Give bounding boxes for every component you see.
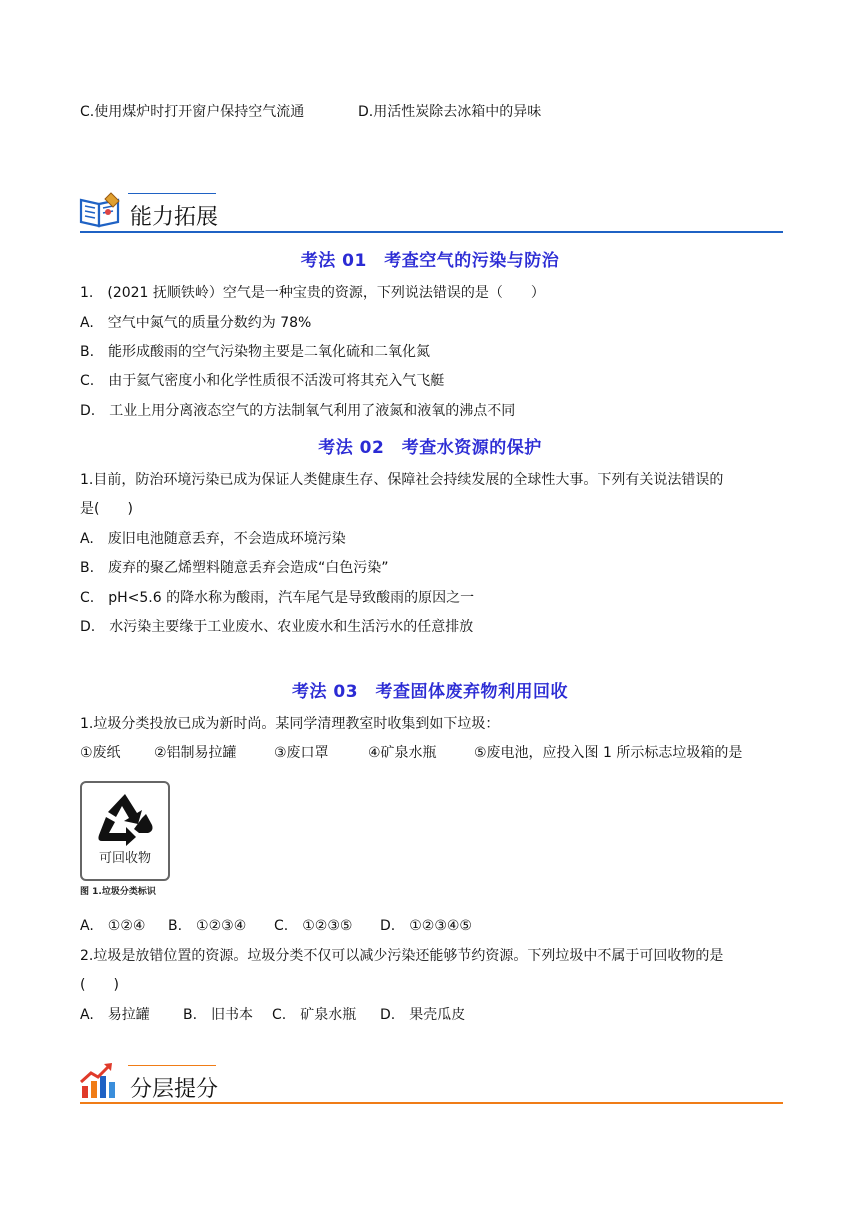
option-c: C.使用煤炉时打开窗户保持空气流通 bbox=[80, 104, 305, 120]
answer-option: D. 果壳瓜皮 bbox=[380, 1007, 466, 1023]
heading-top-rule bbox=[128, 1065, 216, 1066]
heading-rule bbox=[80, 1102, 783, 1104]
option-d: D.用活性炭除去冰箱中的异味 bbox=[358, 104, 542, 120]
question-text: 是( ) bbox=[80, 501, 133, 517]
answer-option: B. 废弃的聚乙烯塑料随意丢弃会造成“白色污染” bbox=[80, 560, 389, 576]
section-title-02: 考法 02 考查水资源的保护 bbox=[318, 438, 542, 458]
heading-title: 分层提分 bbox=[130, 1077, 219, 1102]
answer-option: B. 能形成酸雨的空气污染物主要是二氧化硫和二氧化氮 bbox=[80, 344, 431, 360]
list-item: ②铝制易拉罐 bbox=[154, 745, 237, 761]
question-text: ( ) bbox=[80, 977, 119, 993]
answer-option: A. ①②④ bbox=[80, 918, 146, 934]
answer-option: D. 工业上用分离液态空气的方法制氧气利用了液氮和液氧的沸点不同 bbox=[80, 403, 516, 419]
question-text: 1.垃圾分类投放已成为新时尚。某同学清理教室时收集到如下垃圾： bbox=[80, 716, 500, 732]
heading-top-rule bbox=[128, 193, 216, 194]
answer-option: C. 由于氦气密度小和化学性质很不活泼可将其充入气飞艇 bbox=[80, 373, 445, 389]
section-title-01: 考法 01 考查空气的污染与防治 bbox=[300, 251, 560, 271]
answer-option: B. 旧书本 bbox=[183, 1007, 254, 1023]
list-item: ①废纸 bbox=[80, 745, 121, 761]
answer-option: C. pH<5.6 的降水称为酸雨，汽车尾气是导致酸雨的原因之一 bbox=[80, 590, 475, 606]
answer-option: A. 废旧电池随意丢弃，不会造成环境污染 bbox=[80, 531, 346, 547]
section-title-03: 考法 03 考查固体废弃物利用回收 bbox=[291, 682, 569, 702]
question-text: 1. (2021 抚顺铁岭）空气是一种宝贵的资源，下列说法错误的是（ ） bbox=[80, 285, 545, 301]
answer-option: C. ①②③⑤ bbox=[274, 918, 353, 934]
list-item: ⑤废电池，应投入图 1 所示标志垃圾箱的是 bbox=[474, 745, 743, 761]
recycle-icon bbox=[94, 791, 156, 847]
answer-option: A. 空气中氮气的质量分数约为 78% bbox=[80, 315, 312, 331]
heading-rule bbox=[80, 231, 783, 233]
heading-title: 能力拓展 bbox=[130, 205, 219, 230]
list-item: ③废口罩 bbox=[274, 745, 329, 761]
question-text: 1.目前，防治环境污染已成为保证人类健康生存、保障社会持续发展的全球性大事。下列有关说法错误的 bbox=[80, 472, 724, 488]
growth-chart-icon bbox=[78, 1060, 118, 1100]
question-text: 2.垃圾是放错位置的资源。垃圾分类不仅可以减少污染还能够节约资源。下列垃圾中不属于可回收物的是 bbox=[80, 948, 724, 964]
book-icon bbox=[78, 190, 124, 230]
figure-caption: 图 1.垃圾分类标识 bbox=[80, 887, 156, 897]
answer-option: D. 水污染主要缘于工业废水、农业废水和生活污水的任意排放 bbox=[80, 619, 474, 635]
recycle-sign-figure bbox=[80, 781, 170, 881]
list-item: ④矿泉水瓶 bbox=[368, 745, 437, 761]
answer-option: D. ①②③④⑤ bbox=[380, 918, 472, 934]
answer-option: A. 易拉罐 bbox=[80, 1007, 150, 1023]
recycle-label: 可回收物 bbox=[98, 851, 151, 866]
answer-option: B. ①②③④ bbox=[168, 918, 247, 934]
answer-option: C. 矿泉水瓶 bbox=[272, 1007, 357, 1023]
